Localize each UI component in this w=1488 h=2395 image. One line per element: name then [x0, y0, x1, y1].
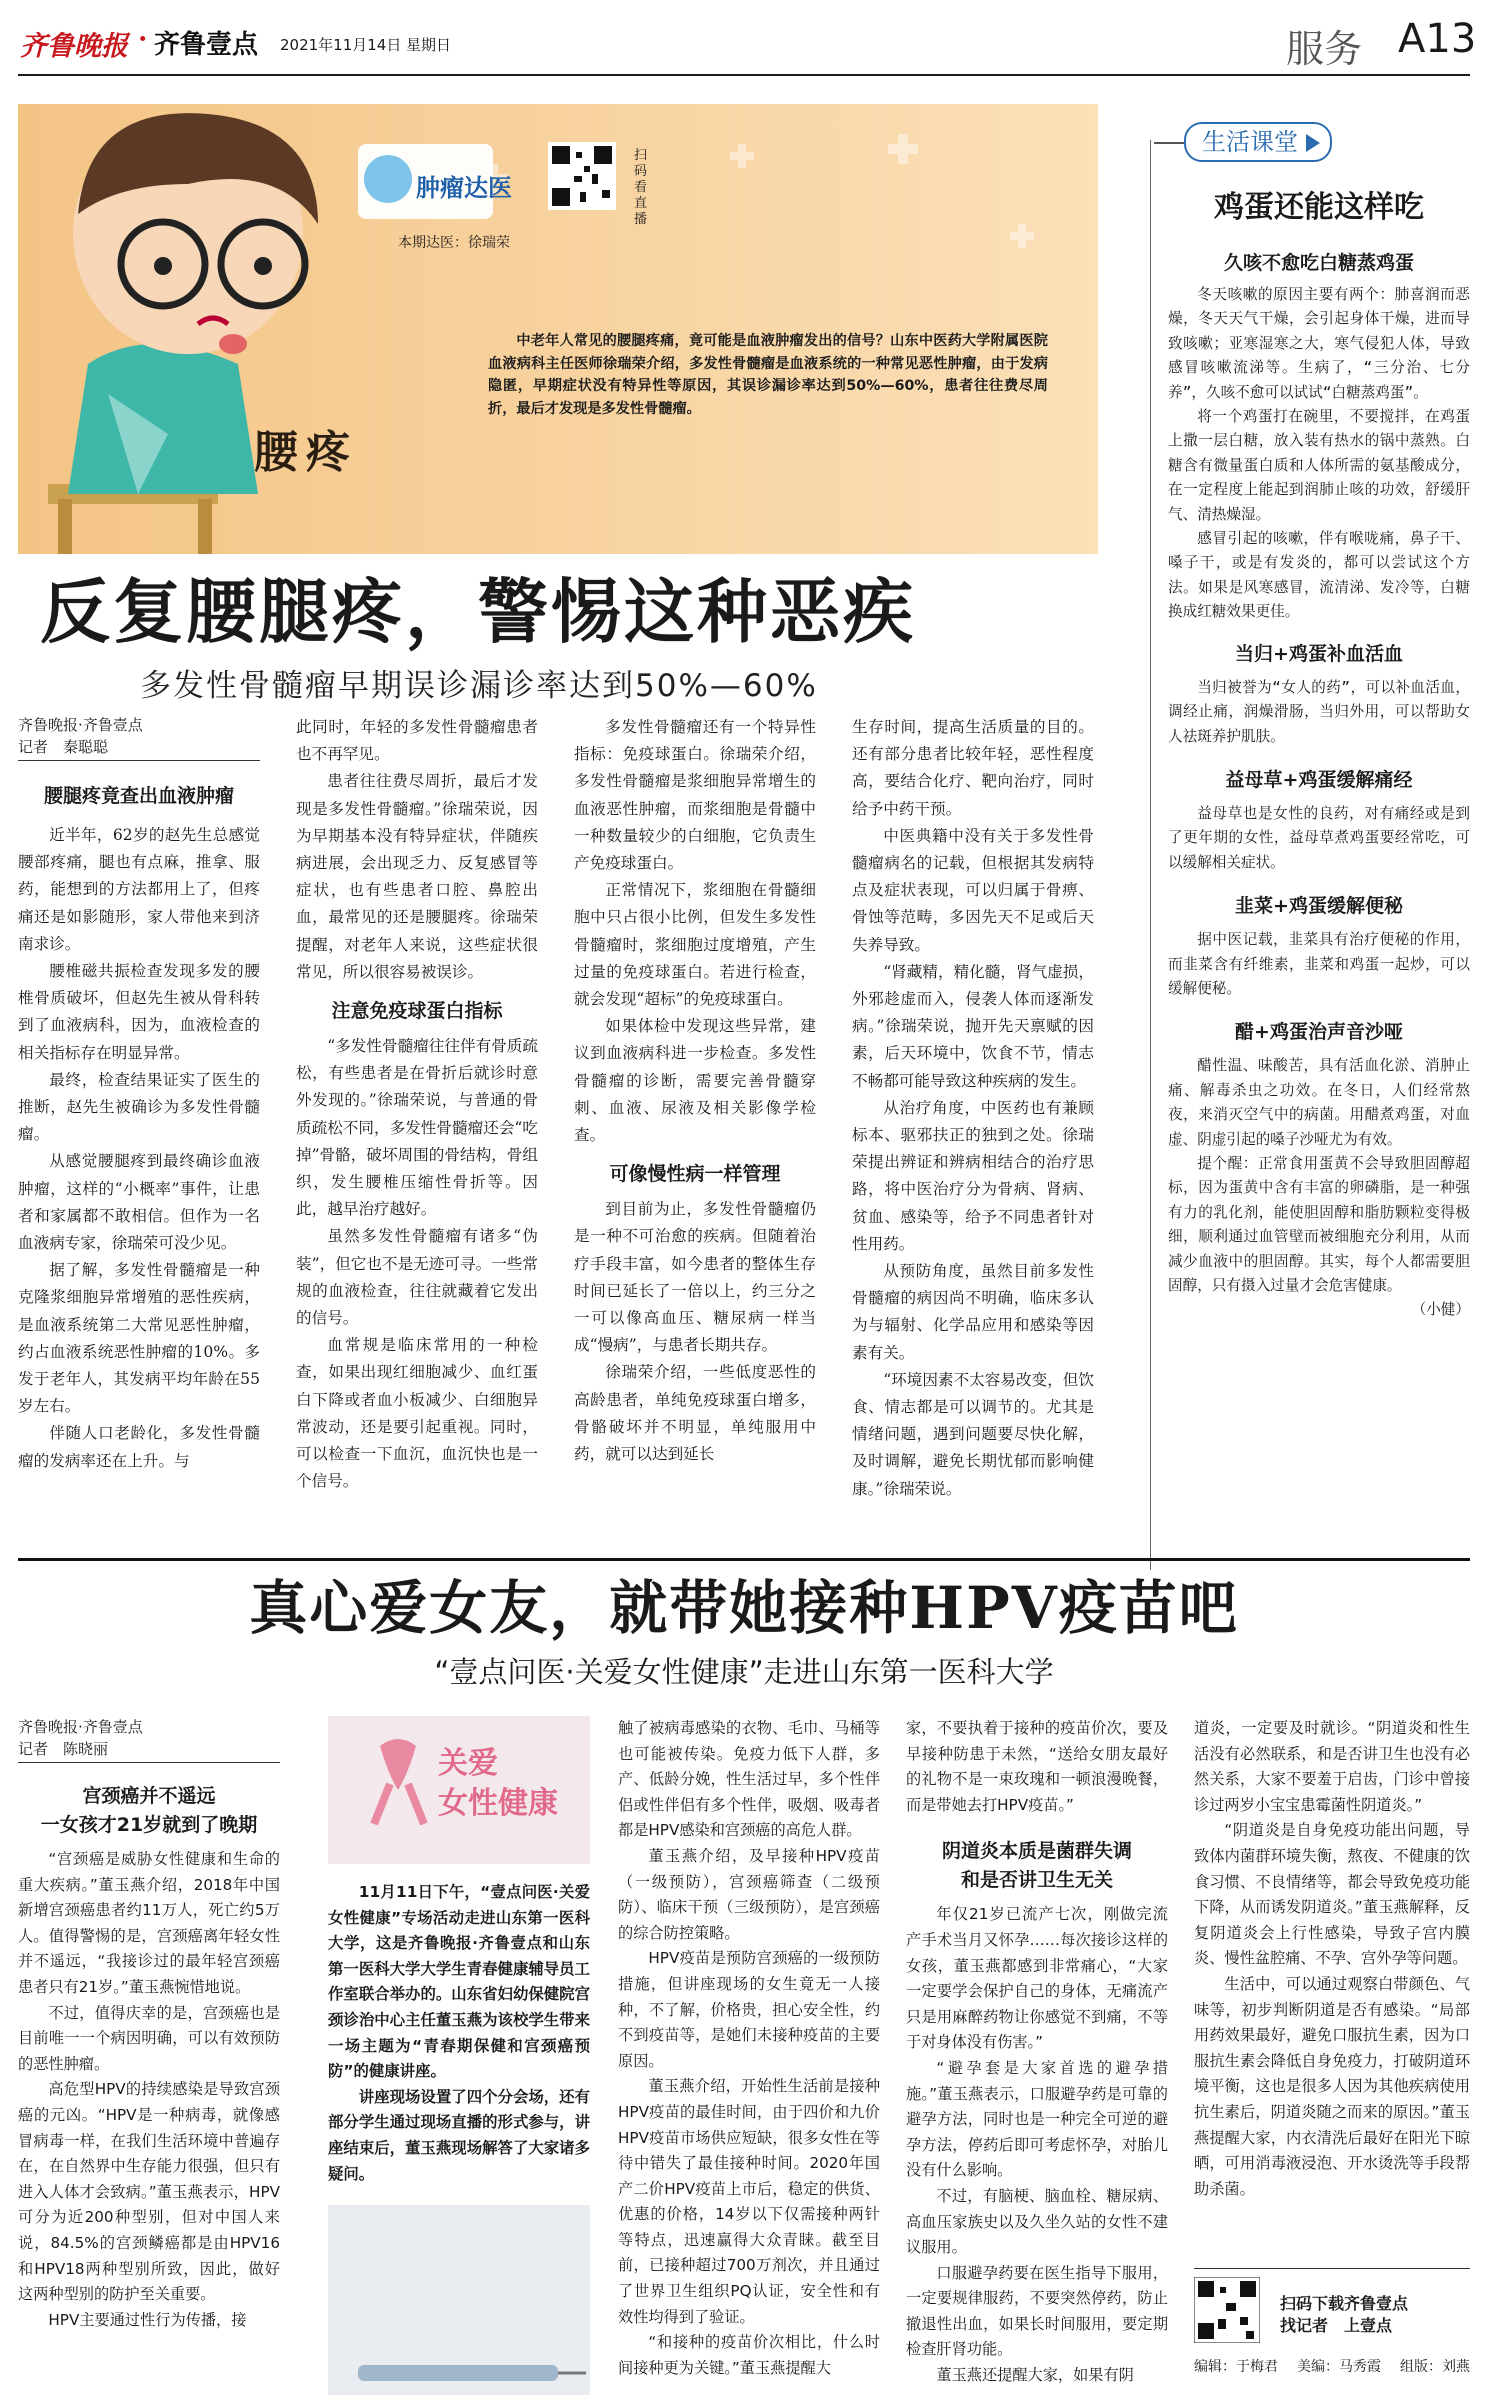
article2-subtitle: “壹点问医·关爱女性健康”走进山东第一医科大学 [434, 1655, 1054, 1689]
app-logo: 齐鲁壹点 [154, 30, 259, 60]
subheading: 注意免疫球蛋白指标 [331, 1000, 503, 1023]
article2-col4 [906, 1716, 1168, 2389]
masthead: 齐鲁晚报 · 齐鲁壹点 2021年11月14日 星期日 服务 A13 [20, 16, 1477, 71]
sidebar-text: 当归被誉为“女人的药”，可以补血活血，调经止痛，润燥滑肠，当归外用，可以帮助女人祛斑养护肌肤。 [1168, 678, 1470, 745]
byline-reporter: 记者 秦聪聪 [18, 736, 260, 761]
byline-source: 齐鲁晚报·齐鲁壹点 [18, 716, 143, 734]
article1-title: 反复腰腿疼，警惕这种恶疾 [40, 570, 916, 653]
sidebar-section: 久咳不愈吃白糖蒸鸡蛋 冬天咳嗽的原因主要有两个：肺喜润而恶燥，冬天天气干燥，会引起身体干燥，进而导致咳嗽；亚寒湿寒之大，寒气侵犯人体，导致感冒咳嗽流涕等。生病了，“三分治、七分养”，久咳不愈可以试试“白糖蒸鸡蛋”。 将一个鸡蛋打在碗里，不要搅拌，在鸡蛋上撒一层白糖，放入装有热水的锅中蒸熟。白糖含有微量蛋白质和人体所需的氨基酸成分，在一定程度上能起到润肺止咳的功效，舒缓肝气、清热燥湿。 感冒引起的咳嗽，伴有喉咙痛，鼻子干、嗓子干，或是有发炎的，都可以尝试这个方法。如果是风寒感冒，流清涕、发冷等，白糖换成红糖效果更佳。 [1168, 248, 1470, 625]
subheading: 可像慢性病一样管理 [609, 1163, 781, 1186]
sidebar-section: 醋+鸡蛋治声音沙哑 醋性温、味酸苦，具有活血化淤、消肿止痛、解毒杀虫之功效。在冬日，人们经常熬夜，来消灭空气中的病菌。用醋煮鸡蛋，对血虚、阴虚引起的嗓子沙哑尤为有效。 提个醒：正常食用蛋黄不会导致胆固醇超标，因为蛋黄中含有丰富的卵磷脂，是一种强有力的乳化剂，能使胆固醇和脂肪颗粒变得极细，顺利通过血管壁而被细胞充分利用，从而减少血液中的胆固醇。其实，每个人都需要胆固醇，只有摄入过量才会危害健康。 （小健） [1168, 1021, 1470, 1319]
article-text: “宫颈癌是威胁女性健康和生命的重大疾病。”董玉燕介绍，2018年中国新增宫颈癌患者约11万人，死亡约5万人。值得警惕的是，宫颈癌离年轻女性并不遥远，“我接诊过的最年轻宫颈癌患者只有21岁。”董玉燕惋惜地说。 不过，值得庆幸的是，宫颈癌也是目前唯一一个病因明确，可以有效预防的恶性肿瘤。 高危型HPV的持续感染是导致宫颈癌的元凶。“HPV是一种病毒，就像感冒病毒一样，在我们生活环境中普遍存在，在自然界中生存能力很强，但只有进入人体才会致病。”董玉燕表示，HPV可分为近200种型别，但对中国人来说，84.5%的宫颈鳞癌都是由HPV16和HPV18两种型别所致，因此，做好这两种型别的防护至关重要。 HPV主要通过性行为传播，接 [18, 1850, 280, 2329]
subheading: 和是否讲卫生无关 [960, 1869, 1113, 1892]
footer-credits [1194, 2356, 1470, 2376]
article2-col2 [328, 1716, 590, 2395]
article1-col1 [18, 714, 260, 1475]
subheading: 腰腿疼竟查出血液肿瘤 [43, 785, 234, 807]
article2-title: 真心爱女友，就带她接种HPV疫苗吧 [249, 1574, 1239, 1642]
qr-label: 扫码下载齐鲁壹点 [1280, 2294, 1409, 2313]
vaccine-photo [328, 2205, 590, 2395]
sidebar-text: 冬天咳嗽的原因主要有两个：肺喜润而恶燥，冬天天气干燥，会引起身体干燥，进而导致咳嗽；亚寒湿寒之大，寒气侵犯人体，导致感冒咳嗽流涕等。生病了，“三分治、七分养”，久咳不愈可以试试“白糖蒸鸡蛋”。 将一个鸡蛋打在碗里，不要搅拌，在鸡蛋上撒一层白糖，放入装有热水的锅中蒸熟。白糖含有微量蛋白质和人体所需的氨基酸成分，在一定程度上能起到润肺止咳的功效，舒缓肝气、清热燥湿。 感冒引起的咳嗽，伴有喉咙痛，鼻子干、嗓子干，或是有发炎的，都可以尝试这个方法。如果是风寒感冒，流清涕、发冷等，白糖换成红糖效果更佳。 [1168, 286, 1470, 621]
guest-line: 本期达医：徐瑞荣 [398, 235, 510, 251]
subheading: 阴道炎本质是菌群失调 [941, 1840, 1132, 1863]
banner-hand-title: 腰疼 [254, 427, 358, 478]
editor-credit: 编辑：于梅君 [1194, 2359, 1278, 2375]
article2-col5 [1194, 1716, 1470, 2202]
layout-credit: 组版：刘燕 [1400, 2359, 1470, 2375]
play-arrow-icon [1306, 134, 1320, 152]
sidebar-tag: 生活课堂 [1184, 122, 1332, 162]
page-number: A13 [1398, 16, 1477, 62]
newspaper-logo: 齐鲁晚报 [20, 31, 128, 62]
article2-col3 [618, 1716, 880, 2381]
badge-line2: 女性健康 [438, 1786, 558, 1821]
qr-code-icon [1194, 2277, 1260, 2343]
article-text: 到目前为止，多发性骨髓瘤仍是一种不可治愈的疾病。但随着治疗手段丰富，如今患者的整体生存时间已延长了一倍以上，约三分之一可以像高血压、糖尿病一样当成“慢病”，与患者长期共存。 徐瑞荣介绍，一些低度恶性的高龄患者，单纯免疫球蛋白增多，骨骼破坏并不明显，单纯服用中药，就可以达到延长 [574, 1200, 816, 1464]
sidebar-title: 鸡蛋还能这样吃 [1214, 190, 1424, 225]
section-name: 服务 [1286, 27, 1363, 71]
qr-caption: 扫码看直播 [634, 148, 648, 227]
subheading: 宫颈癌并不遥远 [82, 1785, 216, 1807]
article-text: 此同时，年轻的多发性骨髓瘤患者也不再罕见。 患者往往费尽周折，最后才发现是多发性骨髓瘤。”徐瑞荣说，因为早期基本没有特异症状，伴随疾病进展，会出现乏力、反复感冒等症状，也有些患者口腔、鼻腔出血，最常见的还是腰腿疼。徐瑞荣提醒，对老年人来说，这些症状很常见，所以很容易被误诊。 [296, 718, 538, 981]
header-rule [18, 74, 1470, 76]
article-text: 触了被病毒感染的衣物、毛巾、马桶等也可能被传染。免疫力低下人群，多产、低龄分娩，性生活过早，多个性伴侣或性伴侣有多个性伴，吸烟、吸毒者都是HPV感染和宫颈癌的高危人群。 董玉燕介绍，及早接种HPV疫苗（一级预防），宫颈癌筛查（二级预防）、临床干预（三级预防），是宫颈癌的综合防控策略。 HPV疫苗是预防宫颈癌的一级预防措施，但讲座现场的女生竟无一人接种，不了解，价格贵，担心安全性，约不到疫苗等，是她们未接种疫苗的主要原因。 董玉燕介绍，开始性生活前是接种HPV疫苗的最佳时间，由于四价和九价HPV疫苗市场供应短缺，很多女性在等待中错失了最佳接种时间。2020年国产二价HPV疫苗上市后，稳定的供货、优惠的价格，14岁以下仅需接种两针等特点，迅速赢得大众青睐。截至目前，已接种超过700万剂次，并且通过了世界卫生组织PQ认证，安全性和有效性均得到了验证。 “和接种的疫苗价次相比，什么时间接种更为关键。”董玉燕提醒大 [618, 1719, 880, 2377]
sidebar-text: 醋性温、味酸苦，具有活血化淤、消肿止痛、解毒杀虫之功效。在冬日，人们经常熬夜，来消灭空气中的病菌。用醋煮鸡蛋，对血虚、阴虚引起的嗓子沙哑尤为有效。 提个醒：正常食用蛋黄不会导致胆固醇超标，因为蛋黄中含有丰富的卵磷脂，是一种强有力的乳化剂，能使胆固醇和脂肪颗粒变得极细，顺利通过血管壁而被细胞充分利用，从而减少血液中的胆固醇。其实，每个人都需要胆固醇，只有摄入过量才会危害健康。 [1168, 1057, 1470, 1294]
subheading: 一女孩才21岁就到了晚期 [40, 1814, 258, 1836]
article-text: “多发性骨髓瘤往往伴有骨质疏松，有些患者是在骨折后就诊时意外发现的。”徐瑞荣说，与普通的骨质疏松不同，多发性骨髓瘤还会“吃掉”骨骼，破坏周围的骨结构，骨组织，发生腰椎压缩性骨折等。因此，越早治疗越好。 虽然多发性骨髓瘤有诸多“伪装”，但它也不是无迹可寻。一些常规的血液检查，往往就藏着它发出的信号。 血常规是临床常用的一种检查，如果出现红细胞减少、血红蛋白下降或者血小板减少、白细胞异常波动，还是要引起重视。同时，可以检查一下血沉，血沉快也是一个信号。 [296, 1037, 538, 1491]
sidebar-section: 当归+鸡蛋补血活血 当归被誉为“女人的药”，可以补血活血，调经止痛，润燥滑肠，当归外用，可以帮助女人祛斑养护肌肤。 [1168, 639, 1470, 749]
qr-label-2: 找记者 上壹点 [1280, 2316, 1393, 2335]
article2-lead: 11月11日下午，“壹点问医·关爱女性健康”专场活动走进山东第一医科大学，这是齐鲁晚报·齐鲁壹点和山东第一医科大学大学生青春健康辅导员工作室联合举办的。山东省妇幼保健院宫颈诊治中心主任董玉燕为该校学生带来一场主题为“青春期保健和宫颈癌预防”的健康讲座。 [328, 1883, 590, 2081]
issue-weekday: 星期日 [406, 36, 452, 54]
sidebar-section: 韭菜+鸡蛋缓解便秘 据中医记载，韭菜具有治疗便秘的作用，而韭菜含有纤维素，韭菜和鸡蛋一起炒，可以缓解便秘。 [1168, 891, 1470, 1001]
banner-background [18, 104, 1098, 554]
designer-credit: 美编：马秀霞 [1297, 2359, 1381, 2375]
download-qr-block[interactable] [1194, 2268, 1470, 2348]
feature-banner [18, 104, 1098, 554]
article1-col4 [852, 714, 1094, 1503]
sidebar-credit: （小健） [1411, 1301, 1470, 1319]
article1-col2 [296, 714, 538, 1495]
sidebar-divider [1150, 140, 1151, 1570]
article-text: 家，不要执着于接种的疫苗价次，要及早接种防患于未然，“送给女朋友最好的礼物不是一束玫瑰和一顿浪漫晚餐，而是带她去打HPV疫苗。” [906, 1719, 1168, 1814]
article1-col3 [574, 714, 816, 1468]
byline-reporter: 记者 陈晓丽 [18, 1738, 280, 1763]
sidebar-section: 益母草+鸡蛋缓解痛经 益母草也是女性的良药，对有痛经或是到了更年期的女性，益母草煮鸡蛋要经常吃，可以缓解相关症状。 [1168, 765, 1470, 875]
sidebar-text: 据中医记载，韭菜具有治疗便秘的作用，而韭菜含有纤维素，韭菜和鸡蛋一起炒，可以缓解便秘。 [1168, 931, 1470, 997]
article-text: 多发性骨髓瘤还有一个特异性指标：免疫球蛋白。徐瑞荣介绍，多发性骨髓瘤是浆细胞异常增生的血液恶性肿瘤，而浆细胞是骨髓中一种数量较少的白细胞，它负责生产免疫球蛋白。 正常情况下，浆细胞在骨髓细胞中只占很小比例，但发生多发性骨髓瘤时，浆细胞过度增殖，产生过量的免疫球蛋白。若进行检查，就会发现“超标”的免疫球蛋白。 如果体检中发现这些异常，建议到血液病科进一步检查。多发性骨髓瘤的诊断，需要完善骨髓穿刺、血液、尿液及相关影像学检查。 [574, 718, 816, 1145]
section-divider [18, 1558, 1470, 1561]
article-text: 讲座现场设置了四个分会场，还有部分学生通过现场直播的形式参与，讲座结束后，董玉燕现场解答了大家诸多疑问。 [328, 2087, 590, 2183]
article-text: 近半年，62岁的赵先生总感觉腰部疼痛，腿也有点麻，推拿、服药，能想到的方法都用上了，但疼痛还是如影随形，家人带他来到济南求诊。 腰椎磁共振检查发现多发的腰椎骨质破坏，但赵先生被从骨科转到了血液病科，因为，血液检查的相关指标存在明显异常。 最终，检查结果证实了医生的推断，赵先生被确诊为多发性骨髓瘤。 从感觉腰腿疼到最终确诊血液肿瘤，这样的“小概率”事件，让患者和家属都不敢相信。但作为一名血液病专家，徐瑞荣可没少见。 据了解，多发性骨髓瘤是一种克隆浆细胞异常增殖的恶性疾病，是血液系统第二大常见恶性肿瘤，约占血液系统恶性肿瘤的10%。多发于老年人，其发病平均年龄在55岁左右。 伴随人口老龄化，多发性骨髓瘤的发病率还在上升。与 [18, 826, 260, 1470]
health-badge-image [328, 1716, 590, 1864]
sidebar-text: 益母草也是女性的良药，对有痛经或是到了更年期的女性，益母草煮鸡蛋要经常吃，可以缓解相关症状。 [1168, 804, 1470, 871]
badge-line1: 关爱 [438, 1746, 498, 1781]
banner-intro: 中老年人常见的腰腿疼痛，竟可能是血液肿瘤发出的信号？山东中医药大学附属医院血液病科主任医师徐瑞荣介绍，多发性骨髓瘤是血液系统的一种常见恶性肿瘤，由于发病隐匿，早期症状没有特异性等原因，其误诊漏诊率达到50%—60%，患者往往费尽周折，最后才发现是多发性骨髓瘤。 [488, 333, 1048, 417]
column-name: 肿瘤达医 [416, 173, 512, 202]
article1-subtitle: 多发性骨髓瘤早期误诊漏诊率达到50%—60% [140, 668, 818, 704]
article-text: 年仅21岁已流产七次，刚做完流产手术当月又怀孕……每次接诊这样的女孩，董玉燕都感到非常痛心，“大家一定要学会保护自己的身体，无痛流产只是用麻醉药物让你感觉不到痛，不等于对身体没有伤害。” “避孕套是大家首选的避孕措施。”董玉燕表示，口服避孕药是可靠的避孕方法，同时也是一种完全可逆的避孕方法，停药后即可考虑怀孕，对胎儿没有什么影响。 不过，有脑梗、脑血栓、糖尿病、高血压家族史以及久坐久站的女性不建议服用。 口服避孕药要在医生指导下服用，一定要规律服药，不要突然停药，防止撤退性出血，如果长时间服用，要定期检查肝肾功能。 董玉燕还提醒大家，如果有阴 [906, 1905, 1168, 2385]
issue-date: 2021年11月14日 [280, 36, 402, 54]
article-text: 生存时间，提高生活质量的目的。还有部分患者比较年轻，恶性程度高，要结合化疗、靶向治疗，同时给予中药干预。 中医典籍中没有关于多发性骨髓瘤病名的记载，但根据其发病特点及症状表现，可以归属于骨痹、骨蚀等范畴，多因先天不足或后天失养导致。 “肾藏精，精化髓，肾气虚损，外邪趁虚而入，侵袭人体而逐渐发病。”徐瑞荣说，抛开先天禀赋的因素，后天环境中，饮食不节，情志不畅都可能导致这种疾病的发生。 从治疗角度，中医药也有兼顾标本、驱邪扶正的独到之处。徐瑞荣提出辨证和辨病相结合的治疗思路，将中医治疗分为骨病、肾病、贫血、感染等，给予不同患者针对性用药。 从预防角度，虽然目前多发性骨髓瘤的病因尚不明确，临床多认为与辐射、化学品应用和感染等因素有关。 “环境因素不太容易改变，但饮食、情志都是可以调节的。尤其是情绪问题，遇到问题要尽快化解，及时调解，避免长期忧郁而影响健康。”徐瑞荣说。 [852, 718, 1094, 1498]
article2-col1 [18, 1716, 280, 2333]
sidebar [1168, 118, 1470, 1319]
article-text: 道炎，一定要及时就诊。“阴道炎和性生活没有必然联系，和是否讲卫生也没有必然关系，大家不要羞于启齿，门诊中曾接诊过两岁小宝宝患霉菌性阴道炎。” “阴道炎是自身免疫功能出问题，导致体内菌群环境失衡，熬夜、不健康的饮食习惯、不良情绪等，都会导致免疫功能下降，从而诱发阴道炎。”董玉燕解释，反复阴道炎会上行性感染，导致子宫内膜炎、慢性盆腔痛、不孕、宫外孕等问题。 生活中，可以通过观察白带颜色、气味等，初步判断阴道是否有感染。“局部用药效果最好，避免口服抗生素，因为口服抗生素会降低自身免疫力，打破阴道环境平衡，这也是很多人因为其他疾病使用抗生素后，阴道炎随之而来的原因。”董玉燕提醒大家，内衣清洗后最好在阳光下晾晒，可用消毒液浸泡、开水烫洗等手段帮助杀菌。 [1194, 1719, 1470, 2198]
byline-source: 齐鲁晚报·齐鲁壹点 [18, 1718, 143, 1736]
